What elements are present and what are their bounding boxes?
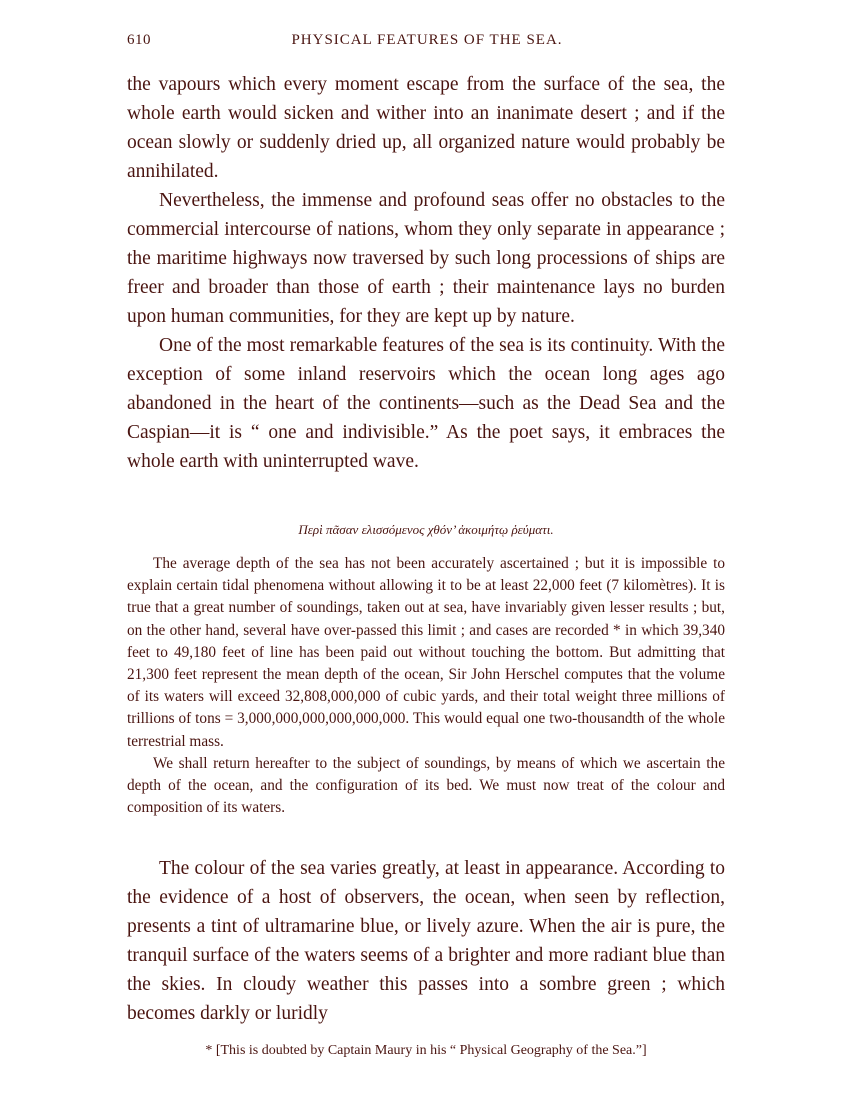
paragraph-soundings: We shall return hereafter to the subject of soundings, by means of which we ascertain the depth of the ocean, and the configuration of its bed. We must now treat of the colour and composition of its waters. xyxy=(127,754,725,817)
greek-quotation: Περὶ πᾶσαν ελισσόμενος χθόν’ ἀκοιμήτῳ ῥεύματι. xyxy=(298,522,554,537)
running-head xyxy=(127,32,727,52)
paragraph-commercial-intercourse: Nevertheless, the immense and profound seas offer no obstacles to the commercial intercourse of nations, whom they only separate in appearance ; the maritime highways now traversed by such long processions of ships are freer and broader than those of earth ; their maintenance lays no burden upon human communities, for they are kept up by nature. xyxy=(127,190,725,327)
paragraph-continuity: One of the most remarkable features of the sea is its continuity. With the exception of some inland reservoirs which the ocean long ages ago abandoned in the heart of the continents—such as the Dead Sea and the Caspian—it is “ one and indivisible.” As the poet says, it embraces the whole earth with uninterrupted wave. xyxy=(127,335,725,472)
body-text-top xyxy=(127,70,725,476)
paragraph-colour-of-sea: The colour of the sea varies greatly, at least in appearance. According to the evidence of a host of observers, the ocean, when seen by reflection, presents a tint of ultramarine blue, or lively azure. When the air is pure, the tranquil surface of the waters seems of a brighter and more radiant blue than the skies. In cloudy weather this passes into a sombre green ; which becomes darkly or luridly xyxy=(127,858,725,1024)
paragraph-average-depth: The average depth of the sea has not been accurately ascertained ; but it is impossible to explain certain tidal phenomena without allowing it to be at least 22,000 feet (7 kilomètres). It is true that a great number of soundings, taken out at sea, have invariably given lesser results ; but, on the other hand, several have over-passed this limit ; and cases are recorded * in which 39,340 feet to 49,180 feet of line has been paid out without touching the bottom. But admitting that 21,300 feet represent the mean depth of the ocean, Sir John Herschel computes that the volume of its waters will exceed 32,808,000,000 of cubic yards, and their total weight three millions of trillions of tons = 3,000,000,000,000,000,000. This would equal one two-thousandth of the whole terrestrial mass. xyxy=(127,555,725,750)
page-number: 610 xyxy=(127,32,151,48)
small-print-section xyxy=(127,553,725,819)
body-text-bottom xyxy=(127,854,725,1028)
footnote: * [This is doubted by Captain Maury in his “ Physical Geography of the Sea.”] xyxy=(205,1043,647,1058)
paragraph-continuation: the vapours which every moment escape from the surface of the sea, the whole earth would sicken and wither into an inanimate desert ; and if the ocean slowly or suddenly dried up, all organized nature would probably be annihilated. xyxy=(127,74,725,182)
running-title: PHYSICAL FEATURES OF THE SEA. xyxy=(291,32,563,48)
